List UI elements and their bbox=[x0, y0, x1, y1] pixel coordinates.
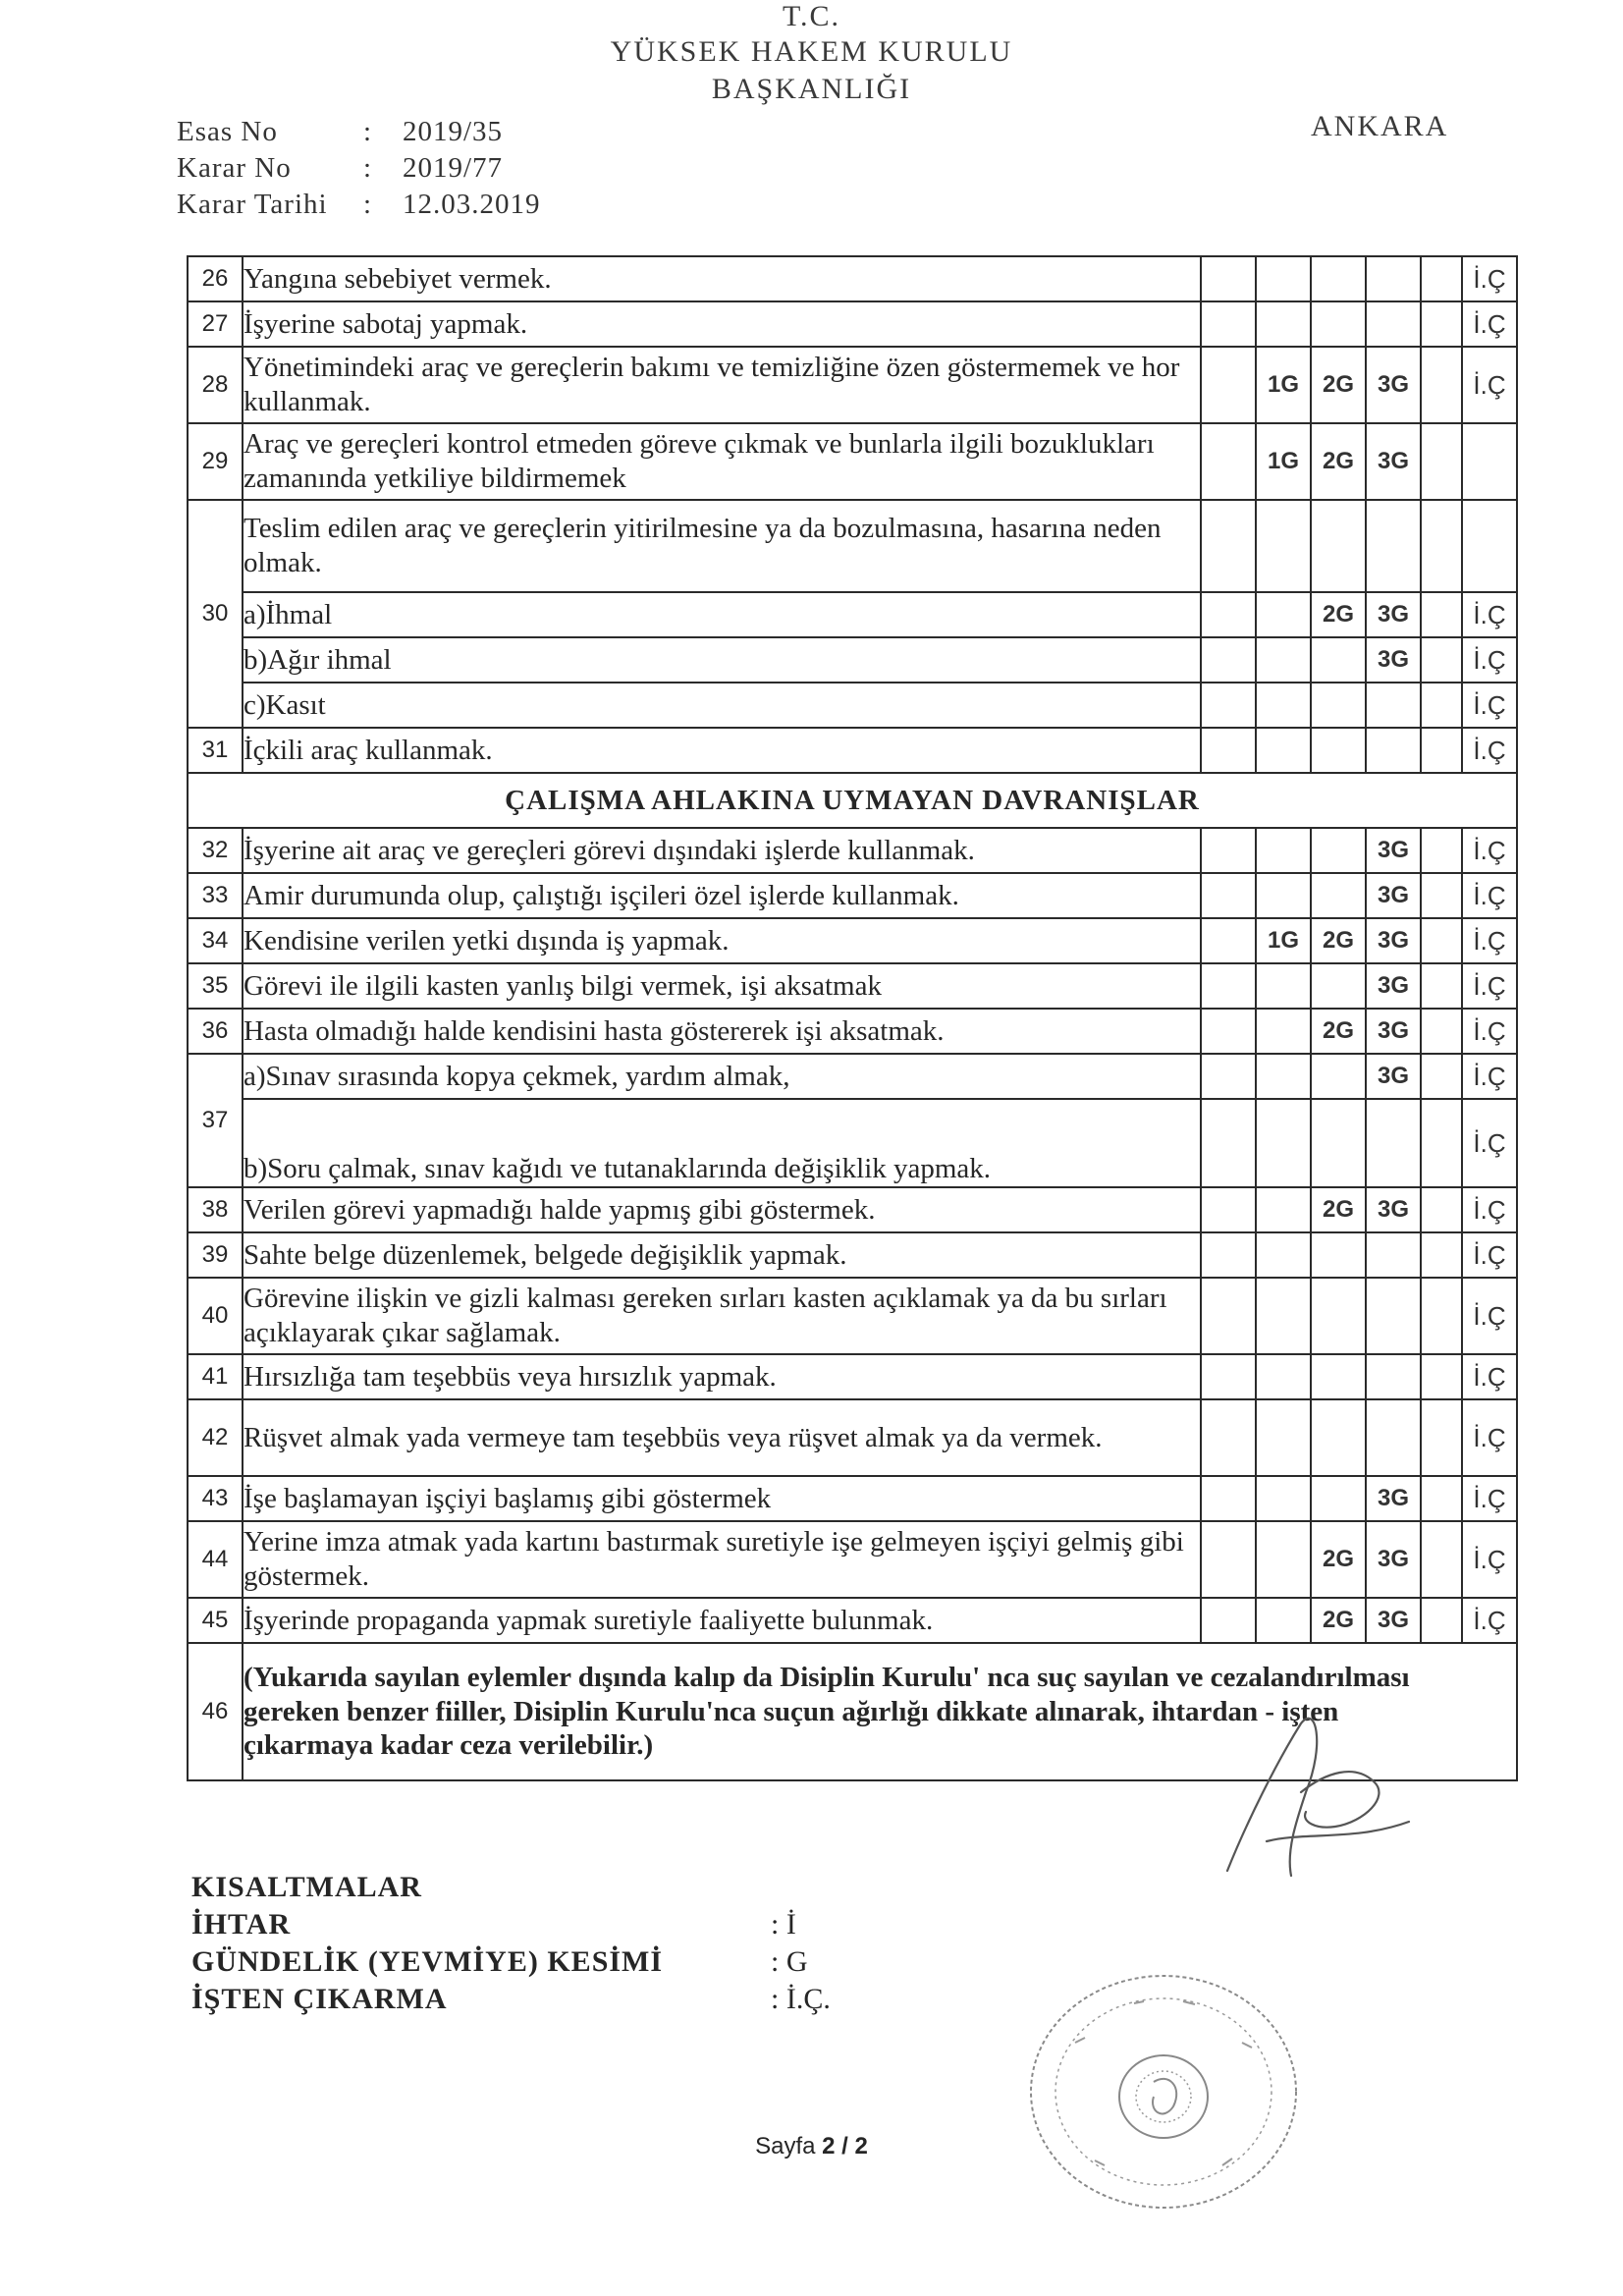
row-description: İşyerinde propaganda yapmak suretiyle faaliyette bulunmak. bbox=[243, 1598, 1201, 1643]
empty-cell bbox=[1421, 592, 1462, 637]
table-subrow bbox=[188, 1054, 1517, 1099]
penalty-1g bbox=[1256, 1054, 1311, 1099]
penalty-2g bbox=[1311, 1054, 1366, 1099]
section-row bbox=[188, 773, 1517, 828]
empty-cell bbox=[1201, 728, 1256, 773]
empty-cell bbox=[1201, 500, 1256, 592]
penalty-3g bbox=[1366, 1232, 1421, 1278]
penalty-1g bbox=[1256, 256, 1311, 301]
meta-label: Karar No bbox=[177, 152, 292, 184]
penalty-3g: 3G bbox=[1366, 963, 1421, 1009]
table-row bbox=[188, 1598, 1517, 1643]
page-number-current: 2 bbox=[822, 2133, 836, 2159]
penalty-3g bbox=[1366, 301, 1421, 347]
table-row bbox=[188, 1009, 1517, 1054]
penalty-3g: 3G bbox=[1366, 1187, 1421, 1232]
empty-cell bbox=[1421, 1354, 1462, 1399]
meta-value: 2019/77 bbox=[403, 152, 504, 184]
empty-cell bbox=[1201, 1232, 1256, 1278]
empty-cell bbox=[1421, 1399, 1462, 1476]
penalty-1g bbox=[1256, 1354, 1311, 1399]
abbreviation-value: : İ bbox=[771, 1908, 796, 1941]
subrow-description: b)Ağır ihmal bbox=[243, 637, 1201, 683]
row-description: Araç ve gereçleri kontrol etmeden göreve çıkmak ve bunlarla ilgili bozuklukları zamanında yetkiliye bildirmemek bbox=[243, 423, 1201, 500]
penalty-1g bbox=[1256, 301, 1311, 347]
empty-cell bbox=[1421, 1009, 1462, 1054]
empty-cell bbox=[1201, 301, 1256, 347]
penalty-3g: 3G bbox=[1366, 347, 1421, 423]
penalty-3g bbox=[1366, 728, 1421, 773]
empty-cell bbox=[1201, 683, 1256, 728]
empty-cell bbox=[1201, 1399, 1256, 1476]
subrow-description: c)Kasıt bbox=[243, 683, 1201, 728]
penalty-1g bbox=[1256, 1278, 1311, 1354]
penalty-dismissal: İ.Ç bbox=[1462, 1521, 1517, 1598]
empty-cell bbox=[1201, 637, 1256, 683]
table-row bbox=[188, 1187, 1517, 1232]
penalty-3g bbox=[1366, 1399, 1421, 1476]
empty-cell bbox=[1311, 500, 1366, 592]
empty-cell bbox=[1256, 500, 1311, 592]
row-number: 28 bbox=[188, 347, 243, 423]
penalty-1g bbox=[1256, 1232, 1311, 1278]
meta-colon: : bbox=[363, 189, 373, 220]
penalty-1g bbox=[1256, 1187, 1311, 1232]
penalty-2g: 2G bbox=[1311, 592, 1366, 637]
penalty-3g: 3G bbox=[1366, 1598, 1421, 1643]
penalty-dismissal: İ.Ç bbox=[1462, 301, 1517, 347]
penalty-3g: 3G bbox=[1366, 1054, 1421, 1099]
penalty-2g: 2G bbox=[1311, 1598, 1366, 1643]
penalty-1g: 1G bbox=[1256, 423, 1311, 500]
penalty-3g bbox=[1366, 256, 1421, 301]
empty-cell bbox=[1462, 500, 1517, 592]
penalty-dismissal: İ.Ç bbox=[1462, 828, 1517, 873]
penalty-1g bbox=[1256, 873, 1311, 918]
penalty-dismissal: İ.Ç bbox=[1462, 256, 1517, 301]
meta-colon: : bbox=[363, 116, 373, 147]
penalty-1g bbox=[1256, 1598, 1311, 1643]
penalty-2g: 2G bbox=[1311, 347, 1366, 423]
table-row bbox=[188, 828, 1517, 873]
row-description: (Yukarıda sayılan eylemler dışında kalıp da Disiplin Kurulu' nca suç sayılan ve cezalandırılması gereken benzer fiiller, Disiplin Kurulu'nca suçun ağırlığı dikkate alınarak, ihtardan - işten çıkarmaya kadar ceza verilebilir.) bbox=[243, 1643, 1517, 1780]
empty-cell bbox=[1201, 1598, 1256, 1643]
penalty-dismissal: İ.Ç bbox=[1462, 683, 1517, 728]
empty-cell bbox=[1201, 1099, 1256, 1187]
table-row bbox=[188, 301, 1517, 347]
table-row bbox=[188, 423, 1517, 500]
empty-cell bbox=[1201, 1278, 1256, 1354]
penalty-2g bbox=[1311, 1232, 1366, 1278]
penalty-dismissal: İ.Ç bbox=[1462, 347, 1517, 423]
row-description: Sahte belge düzenlemek, belgede değişiklik yapmak. bbox=[243, 1232, 1201, 1278]
row-number: 26 bbox=[188, 256, 243, 301]
empty-cell bbox=[1201, 592, 1256, 637]
row-description: Görevi ile ilgili kasten yanlış bilgi vermek, işi aksatmak bbox=[243, 963, 1201, 1009]
subrow-description: a)Sınav sırasında kopya çekmek, yardım almak, bbox=[243, 1054, 1201, 1099]
penalty-2g bbox=[1311, 683, 1366, 728]
penalty-3g: 3G bbox=[1366, 1521, 1421, 1598]
table-row bbox=[188, 500, 1517, 592]
penalty-dismissal: İ.Ç bbox=[1462, 637, 1517, 683]
meta-karar-no bbox=[177, 152, 503, 185]
empty-cell bbox=[1421, 918, 1462, 963]
penalty-3g bbox=[1366, 683, 1421, 728]
penalty-dismissal: İ.Ç bbox=[1462, 1232, 1517, 1278]
empty-cell bbox=[1201, 1054, 1256, 1099]
penalty-dismissal: İ.Ç bbox=[1462, 918, 1517, 963]
empty-cell bbox=[1201, 256, 1256, 301]
empty-cell bbox=[1201, 1354, 1256, 1399]
meta-label: Esas No bbox=[177, 116, 278, 147]
row-number: 36 bbox=[188, 1009, 243, 1054]
row-number: 37 bbox=[188, 1054, 243, 1187]
empty-cell bbox=[1421, 873, 1462, 918]
row-description: Yerine imza atmak yada kartını bastırmak suretiyle işe gelmeyen işçiyi gelmiş gibi göstermek. bbox=[243, 1521, 1201, 1598]
penalty-1g bbox=[1256, 1009, 1311, 1054]
table-row bbox=[188, 963, 1517, 1009]
meta-label: Karar Tarihi bbox=[177, 189, 328, 220]
empty-cell bbox=[1421, 1232, 1462, 1278]
table-row bbox=[188, 1232, 1517, 1278]
penalty-dismissal: İ.Ç bbox=[1462, 1099, 1517, 1187]
empty-cell bbox=[1201, 347, 1256, 423]
penalty-dismissal: İ.Ç bbox=[1462, 1598, 1517, 1643]
row-number: 44 bbox=[188, 1521, 243, 1598]
empty-cell bbox=[1201, 1009, 1256, 1054]
penalty-1g bbox=[1256, 963, 1311, 1009]
penalty-2g bbox=[1311, 637, 1366, 683]
penalty-dismissal: İ.Ç bbox=[1462, 1009, 1517, 1054]
row-description: Rüşvet almak yada vermeye tam teşebbüs veya rüşvet almak ya da vermek. bbox=[243, 1399, 1201, 1476]
table-row bbox=[188, 728, 1517, 773]
row-description: İşyerine ait araç ve gereçleri görevi dışındaki işlerde kullanmak. bbox=[243, 828, 1201, 873]
empty-cell bbox=[1421, 1521, 1462, 1598]
meta-value: 2019/35 bbox=[403, 116, 504, 147]
row-description: Görevine ilişkin ve gizli kalması gereken sırları kasten açıklamak ya da bu sırları açıklayarak çıkar sağlamak. bbox=[243, 1278, 1201, 1354]
penalty-2g: 2G bbox=[1311, 1009, 1366, 1054]
handwritten-signature bbox=[1208, 1704, 1424, 1900]
official-seal-stamp bbox=[1016, 1964, 1311, 2219]
row-description: Verilen görevi yapmadığı halde yapmış gibi göstermek. bbox=[243, 1187, 1201, 1232]
table-row bbox=[188, 918, 1517, 963]
penalty-dismissal: İ.Ç bbox=[1462, 728, 1517, 773]
penalty-3g: 3G bbox=[1366, 423, 1421, 500]
row-description: İşe başlamayan işçiyi başlamış gibi göstermek bbox=[243, 1476, 1201, 1521]
penalty-1g bbox=[1256, 637, 1311, 683]
row-number: 39 bbox=[188, 1232, 243, 1278]
penalty-2g bbox=[1311, 1354, 1366, 1399]
abbreviation-value: : İ.Ç. bbox=[771, 1983, 831, 2015]
table-row bbox=[188, 1476, 1517, 1521]
row-number: 40 bbox=[188, 1278, 243, 1354]
empty-cell bbox=[1421, 1187, 1462, 1232]
penalty-2g bbox=[1311, 873, 1366, 918]
table-subrow bbox=[188, 592, 1517, 637]
row-number: 31 bbox=[188, 728, 243, 773]
table-row bbox=[188, 1399, 1517, 1476]
row-number: 43 bbox=[188, 1476, 243, 1521]
empty-cell bbox=[1201, 1476, 1256, 1521]
empty-cell bbox=[1421, 1598, 1462, 1643]
empty-cell bbox=[1421, 637, 1462, 683]
row-description: Kendisine verilen yetki dışında iş yapmak. bbox=[243, 918, 1201, 963]
penalty-2g bbox=[1311, 1399, 1366, 1476]
penalty-1g bbox=[1256, 592, 1311, 637]
penalty-1g bbox=[1256, 683, 1311, 728]
abbreviations-title: KISALTMALAR bbox=[191, 1871, 422, 1903]
penalty-2g bbox=[1311, 728, 1366, 773]
empty-cell bbox=[1201, 423, 1256, 500]
table-subrow bbox=[188, 637, 1517, 683]
penalty-3g: 3G bbox=[1366, 918, 1421, 963]
penalty-1g bbox=[1256, 728, 1311, 773]
penalty-2g bbox=[1311, 1476, 1366, 1521]
penalty-table bbox=[187, 255, 1518, 1781]
penalty-1g: 1G bbox=[1256, 347, 1311, 423]
row-number: 30 bbox=[188, 500, 243, 728]
table-row bbox=[188, 1521, 1517, 1598]
penalty-3g: 3G bbox=[1366, 1009, 1421, 1054]
table-row bbox=[188, 873, 1517, 918]
penalty-2g bbox=[1311, 1278, 1366, 1354]
penalty-dismissal: İ.Ç bbox=[1462, 1476, 1517, 1521]
penalty-dismissal: İ.Ç bbox=[1462, 873, 1517, 918]
empty-cell bbox=[1421, 1054, 1462, 1099]
page-number bbox=[0, 2133, 1623, 2160]
penalty-3g: 3G bbox=[1366, 637, 1421, 683]
page-number-separator: / bbox=[835, 2133, 855, 2159]
row-number: 32 bbox=[188, 828, 243, 873]
penalty-3g: 3G bbox=[1366, 873, 1421, 918]
meta-esas-no bbox=[177, 116, 503, 148]
empty-cell bbox=[1421, 500, 1462, 592]
empty-cell bbox=[1201, 1521, 1256, 1598]
row-description: Hasta olmadığı halde kendisini hasta göstererek işi aksatmak. bbox=[243, 1009, 1201, 1054]
header-tc: T.C. bbox=[782, 0, 841, 32]
empty-cell bbox=[1421, 423, 1462, 500]
penalty-1g bbox=[1256, 1099, 1311, 1187]
row-number: 34 bbox=[188, 918, 243, 963]
penalty-2g: 2G bbox=[1311, 918, 1366, 963]
row-number: 33 bbox=[188, 873, 243, 918]
row-description: Teslim edilen araç ve gereçlerin yitirilmesine ya da bozulmasına, hasarına neden olmak. bbox=[243, 500, 1201, 592]
penalty-3g bbox=[1366, 1278, 1421, 1354]
meta-value: 12.03.2019 bbox=[403, 189, 541, 220]
table-row bbox=[188, 347, 1517, 423]
row-description: İçkili araç kullanmak. bbox=[243, 728, 1201, 773]
penalty-2g bbox=[1311, 256, 1366, 301]
header-organization: YÜKSEK HAKEM KURULU bbox=[610, 35, 1013, 68]
penalty-2g: 2G bbox=[1311, 1187, 1366, 1232]
row-description: Yangına sebebiyet vermek. bbox=[243, 256, 1201, 301]
empty-cell bbox=[1421, 256, 1462, 301]
empty-cell bbox=[1421, 1476, 1462, 1521]
penalty-1g bbox=[1256, 1521, 1311, 1598]
row-number: 45 bbox=[188, 1598, 243, 1643]
table-row bbox=[188, 256, 1517, 301]
row-number: 42 bbox=[188, 1399, 243, 1476]
empty-cell bbox=[1201, 828, 1256, 873]
row-number: 41 bbox=[188, 1354, 243, 1399]
penalty-1g bbox=[1256, 1476, 1311, 1521]
penalty-3g bbox=[1366, 1099, 1421, 1187]
subrow-description: b)Soru çalmak, sınav kağıdı ve tutanaklarında değişiklik yapmak. bbox=[243, 1099, 1201, 1187]
abbreviation-label: GÜNDELİK (YEVMİYE) KESİMİ bbox=[191, 1945, 664, 1978]
table-row bbox=[188, 1278, 1517, 1354]
subrow-description: a)İhmal bbox=[243, 592, 1201, 637]
penalty-2g bbox=[1311, 963, 1366, 1009]
row-description: Amir durumunda olup, çalıştığı işçileri özel işlerde kullanmak. bbox=[243, 873, 1201, 918]
empty-cell bbox=[1421, 301, 1462, 347]
table-subrow bbox=[188, 683, 1517, 728]
empty-cell bbox=[1201, 963, 1256, 1009]
penalty-1g bbox=[1256, 1399, 1311, 1476]
empty-cell bbox=[1421, 963, 1462, 1009]
row-number: 27 bbox=[188, 301, 243, 347]
penalty-dismissal: İ.Ç bbox=[1462, 1278, 1517, 1354]
row-number: 38 bbox=[188, 1187, 243, 1232]
empty-cell bbox=[1421, 683, 1462, 728]
penalty-3g bbox=[1366, 1354, 1421, 1399]
penalty-dismissal: İ.Ç bbox=[1462, 1054, 1517, 1099]
row-description: Yönetimindeki araç ve gereçlerin bakımı ve temizliğine özen göstermemek ve hor kullanmak. bbox=[243, 347, 1201, 423]
empty-cell bbox=[1421, 1278, 1462, 1354]
empty-cell bbox=[1421, 1099, 1462, 1187]
empty-cell bbox=[1421, 347, 1462, 423]
table-row bbox=[188, 1354, 1517, 1399]
empty-cell bbox=[1201, 873, 1256, 918]
penalty-3g: 3G bbox=[1366, 592, 1421, 637]
row-number: 46 bbox=[188, 1643, 243, 1780]
meta-karar-tarihi bbox=[177, 189, 541, 221]
penalty-dismissal: İ.Ç bbox=[1462, 1354, 1517, 1399]
empty-cell bbox=[1366, 500, 1421, 592]
page-number-total: 2 bbox=[854, 2133, 868, 2159]
section-heading: ÇALIŞMA AHLAKINA UYMAYAN DAVRANIŞLAR bbox=[188, 773, 1517, 828]
empty-cell bbox=[1201, 1187, 1256, 1232]
penalty-2g bbox=[1311, 828, 1366, 873]
penalty-2g: 2G bbox=[1311, 1521, 1366, 1598]
empty-cell bbox=[1421, 728, 1462, 773]
header-department: BAŞKANLIĞI bbox=[711, 73, 912, 105]
row-number: 35 bbox=[188, 963, 243, 1009]
penalty-3g: 3G bbox=[1366, 828, 1421, 873]
abbreviation-label: İŞTEN ÇIKARMA bbox=[191, 1983, 448, 2015]
row-description: İşyerine sabotaj yapmak. bbox=[243, 301, 1201, 347]
penalty-2g bbox=[1311, 1099, 1366, 1187]
penalty-dismissal: İ.Ç bbox=[1462, 963, 1517, 1009]
header-city: ANKARA bbox=[1311, 110, 1449, 142]
abbreviation-value: : G bbox=[771, 1945, 808, 1978]
row-number: 29 bbox=[188, 423, 243, 500]
table-subrow bbox=[188, 1099, 1517, 1187]
abbreviation-label: İHTAR bbox=[191, 1908, 292, 1941]
penalty-1g bbox=[1256, 828, 1311, 873]
page-number-prefix: Sayfa bbox=[755, 2133, 816, 2159]
row-description: Hırsızlığa tam teşebbüs veya hırsızlık yapmak. bbox=[243, 1354, 1201, 1399]
penalty-dismissal: İ.Ç bbox=[1462, 1399, 1517, 1476]
penalty-1g: 1G bbox=[1256, 918, 1311, 963]
penalty-2g: 2G bbox=[1311, 423, 1366, 500]
empty-cell bbox=[1201, 918, 1256, 963]
penalty-dismissal bbox=[1462, 423, 1517, 500]
penalty-3g: 3G bbox=[1366, 1476, 1421, 1521]
penalty-dismissal: İ.Ç bbox=[1462, 1187, 1517, 1232]
meta-colon: : bbox=[363, 152, 373, 184]
penalty-dismissal: İ.Ç bbox=[1462, 592, 1517, 637]
empty-cell bbox=[1421, 828, 1462, 873]
penalty-2g bbox=[1311, 301, 1366, 347]
